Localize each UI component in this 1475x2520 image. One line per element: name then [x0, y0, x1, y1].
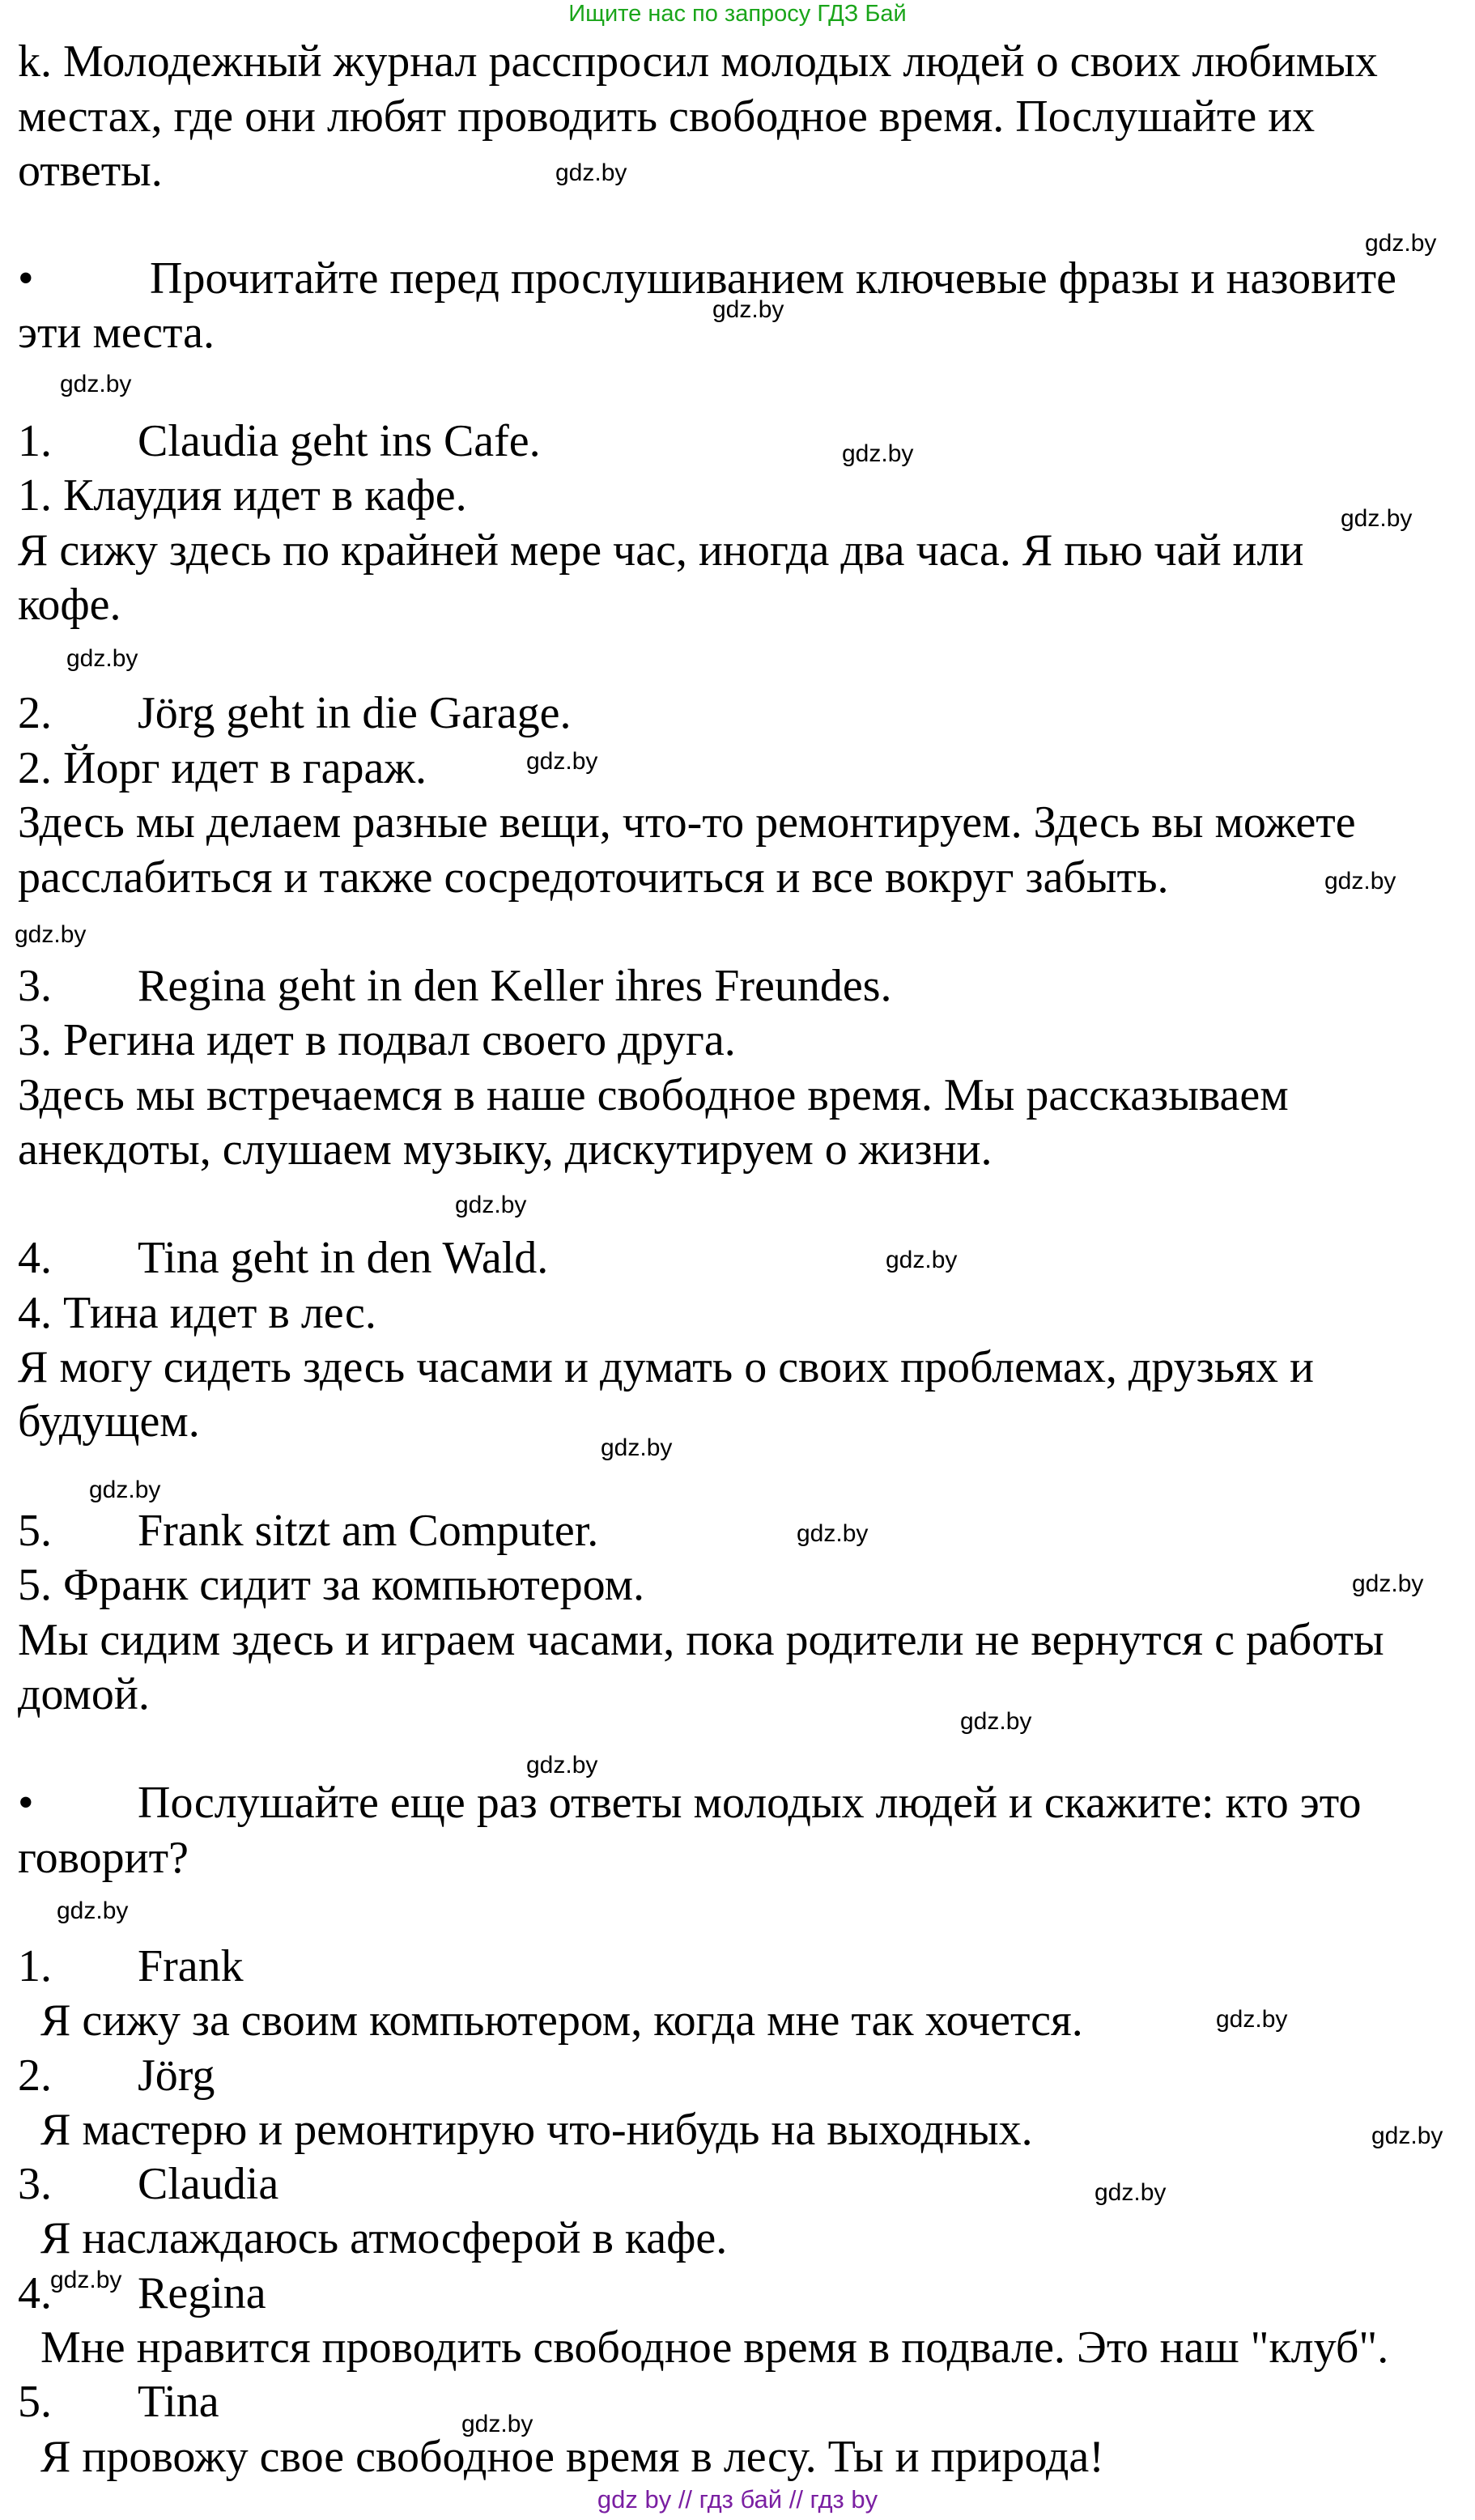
item-3-german: Regina geht in den Keller ihres Freundes.	[138, 961, 892, 1011]
watermark: gdz.by	[1341, 505, 1413, 532]
watermark: gdz.by	[886, 1247, 958, 1273]
item-1-german: Claudia geht ins Cafe.	[138, 416, 541, 466]
watermark: gdz.by	[60, 371, 132, 397]
answer-4-text: Мне нравится проводить свободное время в подвале. Это наш "клуб".	[40, 2322, 1389, 2373]
item-4-german: Tina geht in den Wald.	[138, 1233, 549, 1283]
item-1-translation: 1. Клаудия идет в кафе.	[18, 470, 467, 521]
answer-2-text: Я мастерю и ремонтирую что-нибудь на выходных.	[40, 2105, 1033, 2155]
watermark: gdz.by	[960, 1708, 1032, 1735]
answer-5-name: Tina	[138, 2377, 219, 2427]
task1-line-2: эти места.	[18, 308, 215, 358]
task2-bullet: •	[18, 1778, 34, 1828]
item-5-number: 5.	[18, 1506, 52, 1556]
task2-line-2: говорит?	[18, 1833, 189, 1883]
item-3-quote-line-1: Здесь мы встречаемся в наше свободное время. Мы рассказываем	[18, 1070, 1289, 1120]
watermark: gdz.by	[1324, 868, 1396, 895]
answer-3-name: Claudia	[138, 2159, 279, 2209]
item-4-number: 4.	[18, 1233, 52, 1283]
item-5-quote-line-2: домой.	[18, 1669, 150, 1719]
watermark: gdz.by	[1352, 1570, 1424, 1597]
answer-1-text: Я сижу за своим компьютером, когда мне так хочется.	[40, 1995, 1083, 2046]
item-3-translation: 3. Регина идет в подвал своего друга.	[18, 1015, 736, 1065]
intro-line-3: ответы.	[18, 146, 163, 196]
item-2-translation: 2. Йорг идет в гараж.	[18, 743, 427, 793]
item-1-quote-line-2: кофе.	[18, 580, 121, 630]
watermark: gdz.by	[455, 1192, 527, 1218]
answer-3-text: Я наслаждаюсь атмосферой в кафе.	[40, 2213, 728, 2263]
answer-2-number: 2.	[18, 2050, 52, 2101]
item-1-number: 1.	[18, 416, 52, 466]
watermark: gdz.by	[797, 1520, 869, 1547]
item-2-quote-line-2: расслабиться и также сосредоточиться и все вокруг забыть.	[18, 852, 1169, 903]
item-3-number: 3.	[18, 961, 52, 1011]
item-2-number: 2.	[18, 688, 52, 738]
answer-3-number: 3.	[18, 2159, 52, 2209]
watermark: gdz.by	[66, 645, 138, 672]
watermark: gdz.by	[1095, 2179, 1167, 2206]
item-3-quote-line-2: анекдоты, слушаем музыку, дискутируем о жизни.	[18, 1124, 993, 1175]
watermark: gdz.by	[1216, 2006, 1288, 2033]
answer-5-number: 5.	[18, 2377, 52, 2427]
item-2-quote-line-1: Здесь мы делаем разные вещи, что-то ремонтируем. Здесь вы можете	[18, 797, 1356, 848]
intro-line-1: k. Молодежный журнал расспросил молодых людей о своих любимых	[18, 36, 1378, 87]
item-5-german: Frank sitzt am Computer.	[138, 1506, 599, 1556]
footer: gdz by // гдз бай // гдз by	[597, 2485, 878, 2514]
watermark: gdz.by	[601, 1434, 673, 1461]
intro-line-2: местах, где они любят проводить свободное время. Послушайте их	[18, 91, 1316, 142]
top-banner: Ищите нас по запросу ГДЗ Бай	[568, 1, 907, 27]
item-2-german: Jörg geht in die Garage.	[138, 688, 572, 738]
watermark: gdz.by	[50, 2267, 122, 2293]
item-4-translation: 4. Тина идет в лес.	[18, 1288, 376, 1338]
watermark: gdz.by	[842, 440, 914, 467]
watermark: gdz.by	[57, 1897, 129, 1924]
answer-4-number: 4.	[18, 2268, 52, 2318]
item-1-quote-line-1: Я сижу здесь по крайней мере час, иногда два часа. Я пью чай или	[18, 525, 1304, 576]
item-4-quote-line-2: будущем.	[18, 1396, 200, 1447]
answer-1-name: Frank	[138, 1941, 244, 1991]
answer-5-text: Я провожу свое свободное время в лесу. Ты и природа!	[40, 2432, 1104, 2482]
answer-2-name: Jörg	[138, 2050, 215, 2101]
watermark: gdz.by	[1365, 230, 1437, 257]
watermark: gdz.by	[1371, 2123, 1443, 2149]
item-5-quote-line-1: Мы сидим здесь и играем часами, пока родители не вернутся с работы	[18, 1615, 1384, 1665]
item-4-quote-line-1: Я могу сидеть здесь часами и думать о своих проблемах, друзьях и	[18, 1342, 1315, 1392]
watermark: gdz.by	[526, 1752, 598, 1778]
item-5-translation: 5. Франк сидит за компьютером.	[18, 1560, 645, 1610]
answer-4-name: Regina	[138, 2268, 266, 2318]
watermark: gdz.by	[15, 921, 87, 948]
watermark: gdz.by	[712, 296, 784, 323]
watermark: gdz.by	[89, 1477, 161, 1503]
watermark: gdz.by	[526, 748, 598, 775]
watermark: gdz.by	[461, 2411, 533, 2437]
task1-line-1: Прочитайте перед прослушиванием ключевые фразы и назовите	[150, 253, 1396, 304]
answer-1-number: 1.	[18, 1941, 52, 1991]
watermark: gdz.by	[555, 159, 627, 186]
task1-bullet: •	[18, 253, 34, 304]
task2-line-1: Послушайте еще раз ответы молодых людей и скажите: кто это	[138, 1778, 1362, 1828]
